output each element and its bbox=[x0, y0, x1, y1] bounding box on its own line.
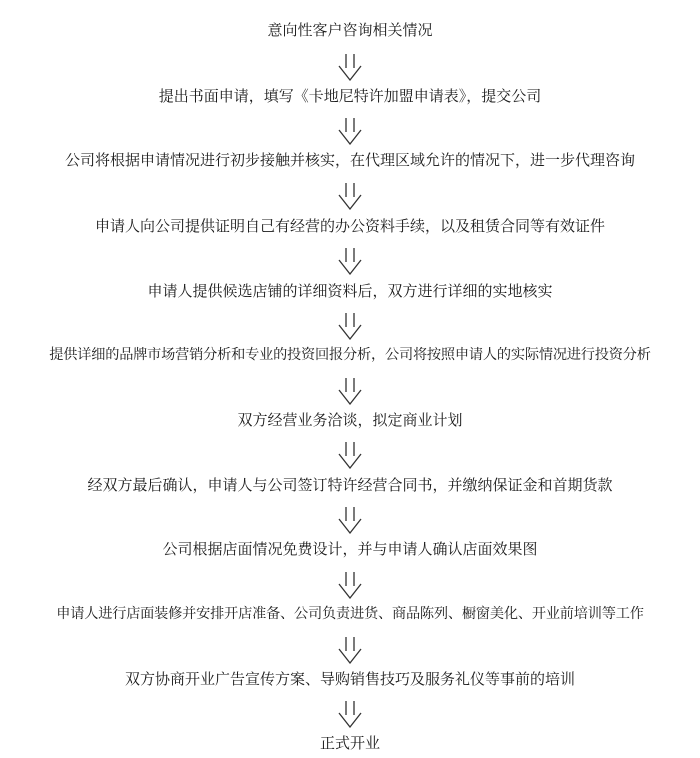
down-arrow-9-icon bbox=[337, 571, 363, 599]
step-5: 申请人提供候选店铺的详细资料后，双方进行详细的实地核实 bbox=[147, 282, 553, 300]
down-arrow-5-icon bbox=[337, 312, 363, 340]
step-1: 意向性客户咨询相关情况 bbox=[267, 21, 433, 39]
step-7: 双方经营业务洽谈，拟定商业计划 bbox=[237, 411, 463, 429]
down-arrow-1-icon bbox=[337, 53, 363, 81]
down-arrow-10-icon bbox=[337, 636, 363, 664]
down-arrow-6-icon bbox=[337, 377, 363, 405]
step-4: 申请人向公司提供证明自己有经营的办公资料手续，以及租赁合同等有效证件 bbox=[94, 217, 605, 235]
step-10: 申请人进行店面装修并安排开店准备、公司负责进货、商品陈列、橱窗美化、开业前培训等工作 bbox=[56, 606, 644, 622]
step-11: 双方协商开业广告宣传方案、导购销售技巧及服务礼仪等事前的培训 bbox=[124, 670, 575, 688]
down-arrow-4-icon bbox=[337, 247, 363, 275]
step-6: 提供详细的品牌市场营销分析和专业的投资回报分析，公司将按照申请人的实际情况进行投资分析 bbox=[49, 347, 651, 363]
down-arrow-3-icon bbox=[337, 182, 363, 210]
down-arrow-7-icon bbox=[337, 441, 363, 469]
step-12: 正式开业 bbox=[319, 734, 380, 752]
step-9: 公司根据店面情况免费设计，并与申请人确认店面效果图 bbox=[162, 540, 538, 558]
down-arrow-8-icon bbox=[337, 506, 363, 534]
step-3: 公司将根据申请情况进行初步接触并核实，在代理区域允许的情况下，进一步代理咨询 bbox=[64, 151, 635, 169]
step-2: 提出书面申请，填写《卡地尼特许加盟申请表》，提交公司 bbox=[158, 87, 542, 105]
down-arrow-2-icon bbox=[337, 117, 363, 145]
down-arrow-11-icon bbox=[337, 700, 363, 728]
step-8: 经双方最后确认，申请人与公司签订特许经营合同书，并缴纳保证金和首期货款 bbox=[87, 476, 613, 494]
